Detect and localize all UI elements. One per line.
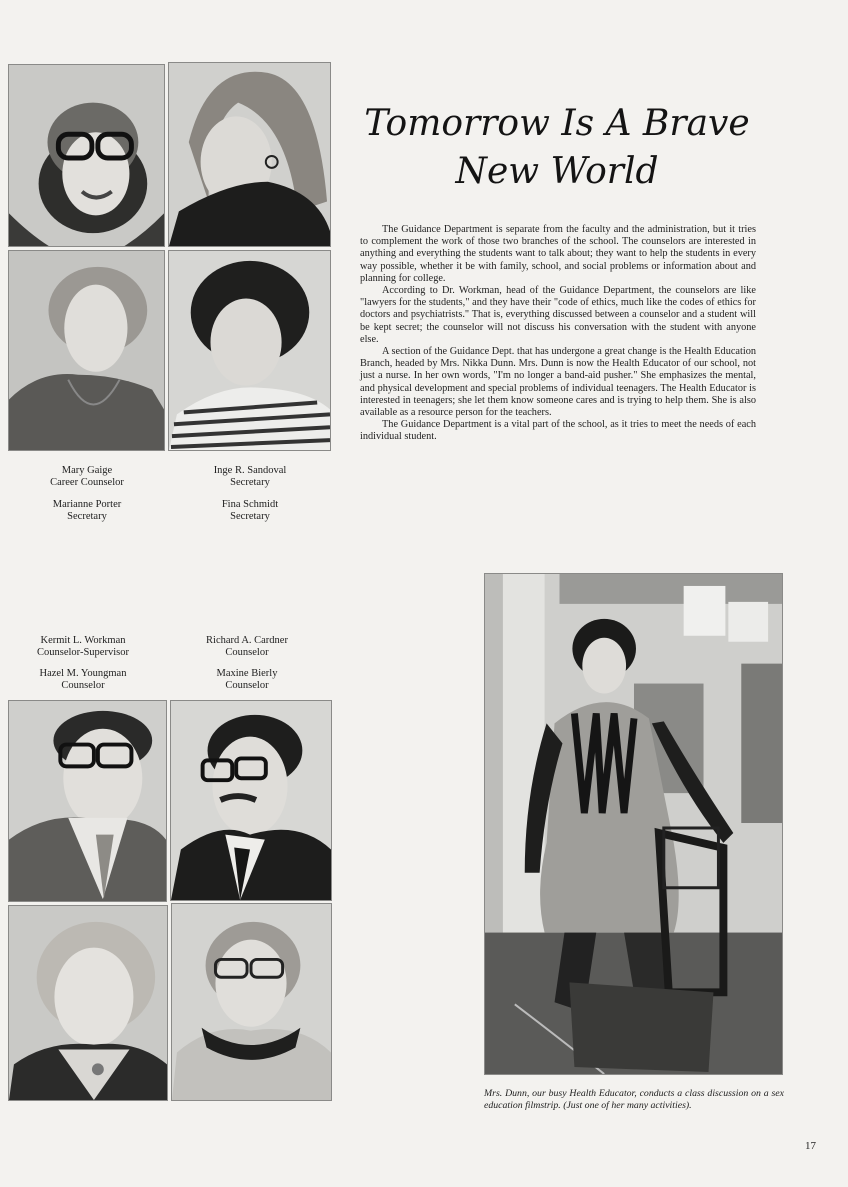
staff-name: Richard A. Cardner — [206, 635, 288, 646]
staff-name: Marianne Porter — [52, 499, 122, 510]
staff-role: Career Counselor — [50, 476, 124, 488]
portrait-inge-sandoval — [8, 250, 165, 451]
staff-role: Counselor-Supervisor — [37, 646, 129, 658]
staff-role: Counselor — [225, 646, 269, 658]
caption-maxine-bierly — [172, 668, 322, 691]
article-paragraph: The Guidance Department is a vital part of the school, as it tries to meet the needs of each individual student. — [360, 419, 756, 443]
caption-marianne-porter — [12, 499, 162, 522]
article-paragraph: A section of the Guidance Dept. that has undergone a great change is the Health Education Branch, headed by Mrs. Nikka Dunn. Mrs. Dunn is now the Health Educator of our school, not just a nurse. In her own words, "I'm no longer a band-aid pusher." She emphasizes the mental, and physical development and special problems of individual teenagers. The Health Educator is interested in teenagers; she let them know someone cares and is trying to help them. She is also available as a resource person for the teachers. — [360, 346, 756, 419]
staff-name: Kermit L. Workman — [40, 635, 126, 646]
photo-health-educator — [484, 573, 783, 1075]
portrait-richard-cardner — [170, 700, 332, 901]
caption-hazel-youngman — [8, 668, 158, 691]
article-paragraph: According to Dr. Workman, head of the Guidance Department, the counselors are like "lawyers for the students," and they have their "code of ethics, much like the codes of ethics for doctors and psychiatrists." That is, everything discussed between a counselor and a student will be kept secret; the counselor will not discuss his conversation with the student with anyone else. — [360, 285, 756, 345]
staff-name: Fina Schmidt — [221, 499, 279, 510]
caption-fina-schmidt — [175, 499, 325, 522]
staff-name: Maxine Bierly — [216, 668, 278, 679]
caption-kermit-workman — [8, 635, 158, 658]
photo-caption: Mrs. Dunn, our busy Health Educator, conducts a class discussion on a sex education filmstrip. (Just one of her many activities). — [484, 1088, 784, 1111]
article-paragraph: The Guidance Department is separate from the faculty and the administration, but it tries to complement the work of those two branches of the school. The counselors are interested in anything and everything the students want to talk about; they want to help the students in every way possible, whether it be with family, school, and social problems or information about and planning for college. — [360, 224, 756, 284]
portrait-hazel-youngman — [8, 905, 168, 1101]
staff-role: Counselor — [61, 679, 105, 691]
portrait-fina-schmidt — [168, 250, 331, 451]
portrait-kermit-workman — [8, 700, 167, 902]
staff-name: Inge R. Sandoval — [213, 465, 287, 476]
portrait-maxine-bierly — [171, 903, 332, 1101]
portrait-mary-gaige — [8, 64, 165, 247]
article-body — [360, 224, 756, 444]
page-title: Tomorrow Is A Brave New World — [364, 103, 750, 192]
staff-role: Secretary — [67, 510, 107, 522]
staff-role: Secretary — [230, 510, 270, 522]
staff-name: Mary Gaige — [61, 465, 113, 476]
staff-name: Hazel M. Youngman — [39, 668, 127, 679]
caption-mary-gaige — [12, 465, 162, 488]
caption-richard-cardner — [172, 635, 322, 658]
page-number: 17 — [805, 1140, 816, 1152]
portrait-marianne-porter — [168, 62, 331, 247]
staff-role: Counselor — [225, 679, 269, 691]
caption-inge-sandoval — [175, 465, 325, 488]
staff-role: Secretary — [230, 476, 270, 488]
